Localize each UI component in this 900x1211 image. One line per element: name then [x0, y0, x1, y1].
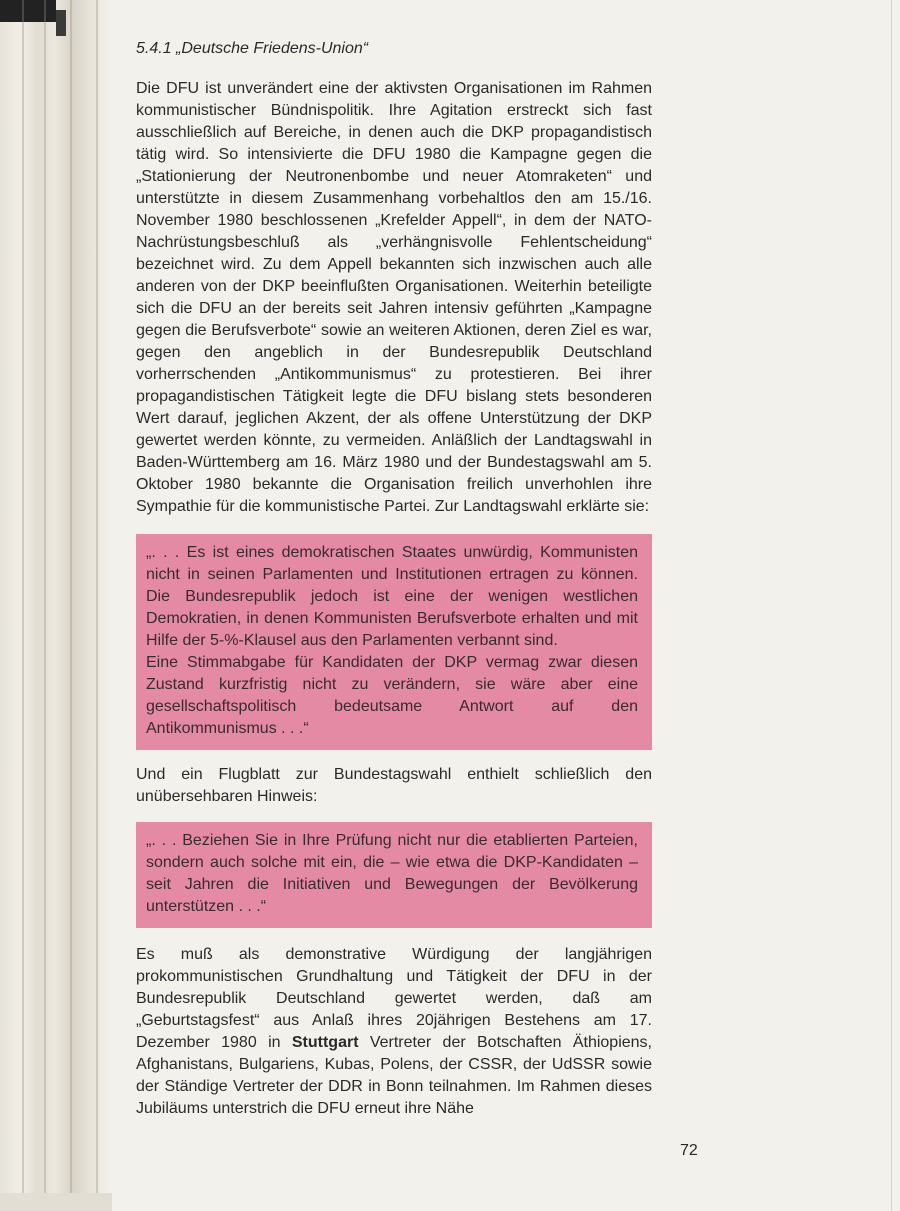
section-heading: 5.4.1 „Deutsche Friedens-Union“: [136, 40, 369, 57]
scan-mark-secondary: [56, 10, 66, 36]
quote-1-part-1: „. . . Es ist eines demokratischen Staates unwürdig, Kommunisten nicht in seinen Parlamenten und Institutionen ertragen zu können. Die Bundesrepublik jedoch ist eine der wenigen westlichen Demokratien, in denen Kommunisten Berufsverbote erhalten und mit Hilfe der 5-%-Klausel aus den Parlamenten verbannt sind.: [146, 544, 638, 649]
page-edge: [891, 0, 892, 1211]
quote-1-part-2: Eine Stimmabgabe für Kandidaten der DKP vermag zwar diesen Zustand kurzfristig nicht zu verändern, sie wäre aber eine gesellschaftspolitisch bedeutsame Antwort auf den Antikommunismus . . .“: [146, 654, 638, 737]
highlighted-quote-1: [136, 534, 652, 750]
binding-line: [70, 0, 72, 1211]
book-binding: [0, 0, 112, 1211]
body-paragraph-1: Die DFU ist unverändert eine der aktivsten Organisationen im Rahmen kommunistischer Bündnispolitik. Ihre Agitation erstreckt sich fast ausschließlich auf Bereiche, in denen auch die DKP propagandistisch tätig wird. So intensivierte die DFU 1980 die Kampagne gegen die „Stationierung der Neutronenbombe und neuer Atomraketen“ und unterstützte in diesem Zusammenhang vorbehaltlos den am 15./16. November 1980 beschlossenen „Krefelder Appell“, in dem der NATO-Nachrüstungsbeschluß als „verhängnisvolle Fehlentscheidung“ bezeichnet wird. Zu dem Appell bekannten sich inzwischen auch alle anderen von der DKP beeinflußten Organisationen. Weiterhin beteiligte sich die DFU an der bereits seit Jahren intensiv geführten „Kampagne gegen die Berufsverbote“ sowie an weiteren Aktionen, deren Ziel es war, gegen den angeblich in der Bundesrepublik Deutschland vorherrschenden „Antikommunismus“ zu protestieren. Bei ihrer propagandistischen Tätigkeit legte die DFU bislang stets besonderen Wert darauf, jeglichen Akzent, der als offene Unterstützung der DKP gewertet werden könnte, zu vermeiden. Anläßlich der Landtagswahl in Baden-Württemberg am 16. März 1980 und der Bundestagswahl am 5. Oktober 1980 bekannte die Organisation freilich unverhohlen ihre Sympathie für die kommunistische Partei. Zur Landtagswahl erklärte sie:: [136, 80, 652, 515]
page-content: [136, 38, 652, 1120]
paragraph-3-start: Es muß als demonstrative Würdigung der langjährigen prokommunistischen Grundhaltung und Tätigkeit der DFU in der Bundesrepublik Deutschland gewertet werden, daß am „Geburtstagsfest“ aus Anlaß ihres 20jährigen Bestehens am 17. Dezember 1980 in: [136, 946, 652, 1051]
paragraph-3-end: Vertreter der Botschaften Äthiopiens, Afghanistans, Bulgariens, Kubas, Polens, der CSSR, der UdSSR sowie der Ständige Vertreter der DDR in Bonn teilnahmen. Im Rahmen dieses Jubiläums unterstrich die DFU erneut ihre Nähe: [136, 1034, 652, 1117]
binding-line: [96, 0, 98, 1211]
binding-line: [44, 0, 46, 1211]
quote-2-text: „. . . Beziehen Sie in Ihre Prüfung nicht nur die etablierten Parteien, sondern auch solche mit ein, die – wie etwa die DKP-Kandidaten – seit Jahren die Initiativen und Bewegungen der Bevölkerung unterstützen . . .“: [146, 832, 638, 915]
body-paragraph-3: [136, 944, 652, 1120]
highlighted-quote-2: [136, 822, 652, 928]
binding-line: [22, 0, 24, 1211]
scan-mark: [0, 0, 56, 22]
binding-bottom-edge: [0, 1193, 112, 1211]
emphasized-city: Stuttgart: [291, 1034, 359, 1051]
body-paragraph-2: Und ein Flugblatt zur Bundestagswahl enthielt schließlich den unübersehbaren Hinweis:: [136, 766, 652, 805]
page-number: 72: [680, 1142, 698, 1159]
